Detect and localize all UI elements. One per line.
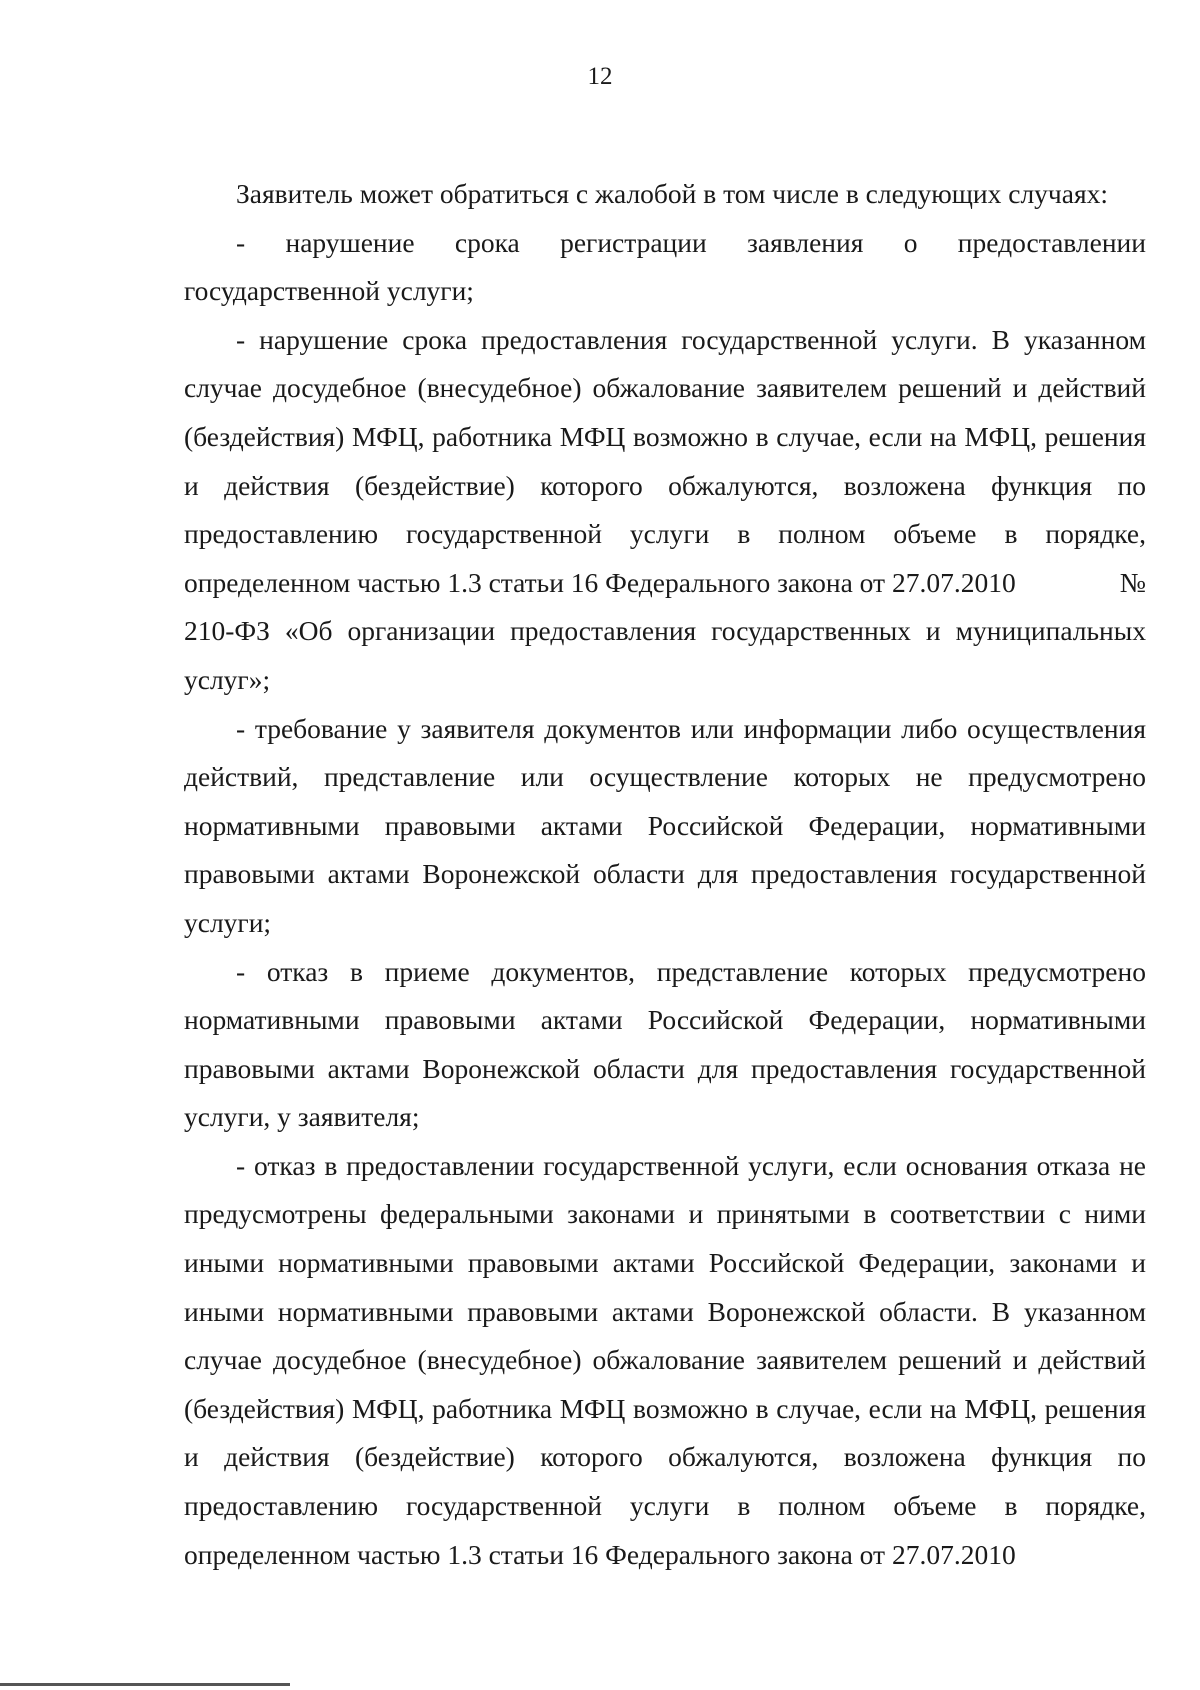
paragraph-law-reference: 210-ФЗ «Об организации предоставления государственных и муниципальных услуг»;	[184, 615, 1146, 695]
paragraph-service-term	[184, 316, 1146, 608]
page-number: 12	[587, 63, 613, 90]
bottom-rule	[0, 1683, 290, 1686]
paragraph-service-refusal: - отказ в предоставлении государственной услуги, если основания отказа не предусмотрены федеральными законами и принятыми в соответствии с ними иными нормативными правовыми актами Российской Федерации, законами и иными нормативными правовыми актами Воронежской области. В указанном случае досудебное (внесудебное) обжалование заявителем решений и действий (бездействия) МФЦ, работника МФЦ возможно в случае, если на МФЦ, решения и действия (бездействие) которого обжалуются, возложена функция по предоставлению государственной услуги в полном объеме в порядке, определенном частью 1.3 статьи 16 Федерального закона от 27.07.2010	[184, 1149, 1146, 1570]
number-sign: №	[1119, 566, 1146, 598]
paragraph-intro: Заявитель может обратиться с жалобой в том числе в следующих случаях:	[236, 178, 1109, 209]
paragraph-service-term-text: - нарушение срока предоставления государственной услуги. В указанном случае досудебное (внесудебное) обжалование заявителем решений и действий (бездействия) МФЦ, работника МФЦ возможно в случае, если на МФЦ, решения и действия (бездействие) которого обжалуются, возложена функция по предоставлению государственной услуги в полном объеме в порядке, определенном частью 1.3 статьи 16 Федерального закона от 27.07.2010	[184, 323, 1146, 598]
paragraph-registration-term: - нарушение срока регистрации заявления о предоставлении государственной услуги;	[184, 226, 1146, 307]
document-body	[184, 170, 1146, 1579]
paragraph-acceptance-refusal: - отказ в приеме документов, представление которых предусмотрено нормативными правовыми актами Российской Федерации, нормативными правовыми актами Воронежской области для предоставления государственной услуги, у заявителя;	[184, 955, 1146, 1133]
paragraph-document-requirement: - требование у заявителя документов или информации либо осуществления действий, представление или осуществление которых не предусмотрено нормативными правовыми актами Российской Федерации, нормативными правовыми актами Воронежской области для предоставления государственной услуги;	[184, 712, 1146, 938]
